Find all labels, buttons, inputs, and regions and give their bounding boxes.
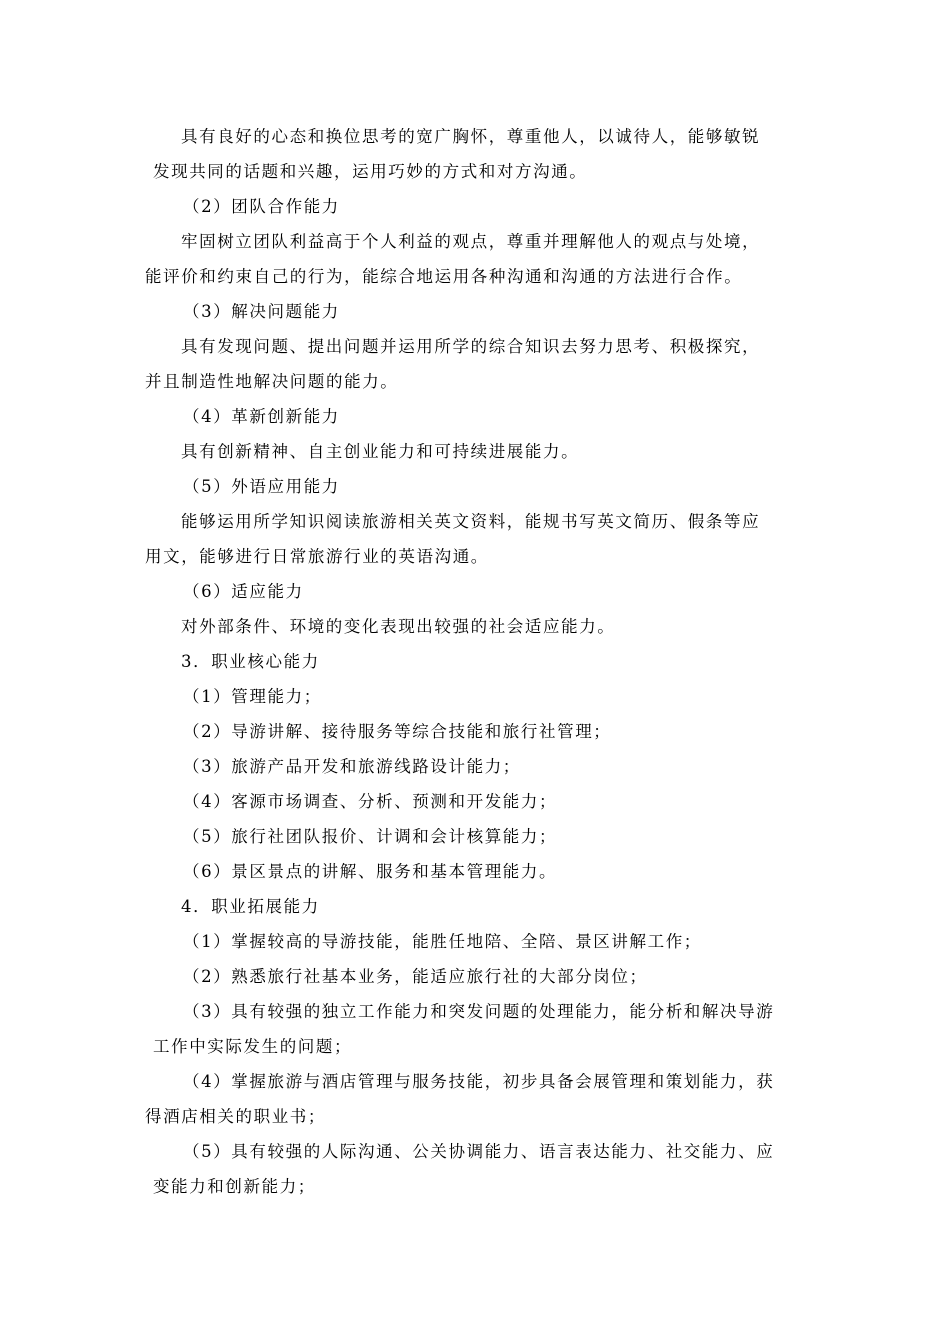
section-heading: 4．职业拓展能力 — [181, 897, 320, 916]
paragraph-line: 对外部条件、环境的变化表现出较强的社会适应能力。 — [181, 617, 616, 636]
list-item: （1）管理能力； — [183, 687, 322, 706]
list-item: （1）掌握较高的导游技能，能胜任地陪、全陪、景区讲解工作； — [183, 932, 702, 951]
paragraph-line: 具有发现问题、提出问题并运用所学的综合知识去努力思考、积极探究， — [181, 337, 761, 356]
list-item: （3）旅游产品开发和旅游线路设计能力； — [183, 757, 521, 776]
list-item-continuation: 得酒店相关的职业书； — [145, 1107, 326, 1126]
paragraph-line: 牢固树立团队利益高于个人利益的观点，尊重并理解他人的观点与处境， — [181, 232, 761, 251]
paragraph-line: 用文，能够进行日常旅游行业的英语沟通。 — [145, 547, 489, 566]
section-heading: （6）适应能力 — [183, 582, 304, 601]
paragraph-line: 具有创新精神、自主创业能力和可持续进展能力。 — [181, 442, 580, 461]
list-item: （4）客源市场调查、分析、预测和开发能力； — [183, 792, 558, 811]
list-item: （5）具有较强的人际沟通、公关协调能力、语言表达能力、社交能力、应 — [183, 1142, 775, 1161]
list-item: （5）旅行社团队报价、计调和会计核算能力； — [183, 827, 558, 846]
paragraph-line: 能够运用所学知识阅读旅游相关英文资料，能规书写英文简历、假条等应 — [181, 512, 761, 531]
section-heading: （3）解决问题能力 — [183, 302, 340, 321]
list-item-continuation: 工作中实际发生的问题； — [153, 1037, 353, 1056]
paragraph-line: 能评价和约束自己的行为，能综合地运用各种沟通和沟通的方法进行合作。 — [145, 267, 743, 286]
section-heading: （4）革新创新能力 — [183, 407, 340, 426]
list-item: （4）掌握旅游与酒店管理与服务技能，初步具备会展管理和策划能力，获 — [183, 1072, 775, 1091]
section-heading: （5）外语应用能力 — [183, 477, 340, 496]
paragraph-line: 发现共同的话题和兴趣，运用巧妙的方式和对方沟通。 — [153, 162, 588, 181]
paragraph-line: 并且制造性地解决问题的能力。 — [145, 372, 399, 391]
section-heading: 3．职业核心能力 — [181, 652, 320, 671]
list-item: （2）熟悉旅行社基本业务，能适应旅行社的大部分岗位； — [183, 967, 648, 986]
list-item: （3）具有较强的独立工作能力和突发问题的处理能力，能分析和解决导游 — [183, 1002, 775, 1021]
paragraph-line: 具有良好的心态和换位思考的宽广胸怀，尊重他人，以诚待人，能够敏锐 — [181, 127, 761, 146]
list-item-continuation: 变能力和创新能力； — [153, 1177, 316, 1196]
list-item: （2）导游讲解、接待服务等综合技能和旅行社管理； — [183, 722, 612, 741]
list-item: （6）景区景点的讲解、服务和基本管理能力。 — [183, 862, 558, 881]
section-heading: （2）团队合作能力 — [183, 197, 340, 216]
